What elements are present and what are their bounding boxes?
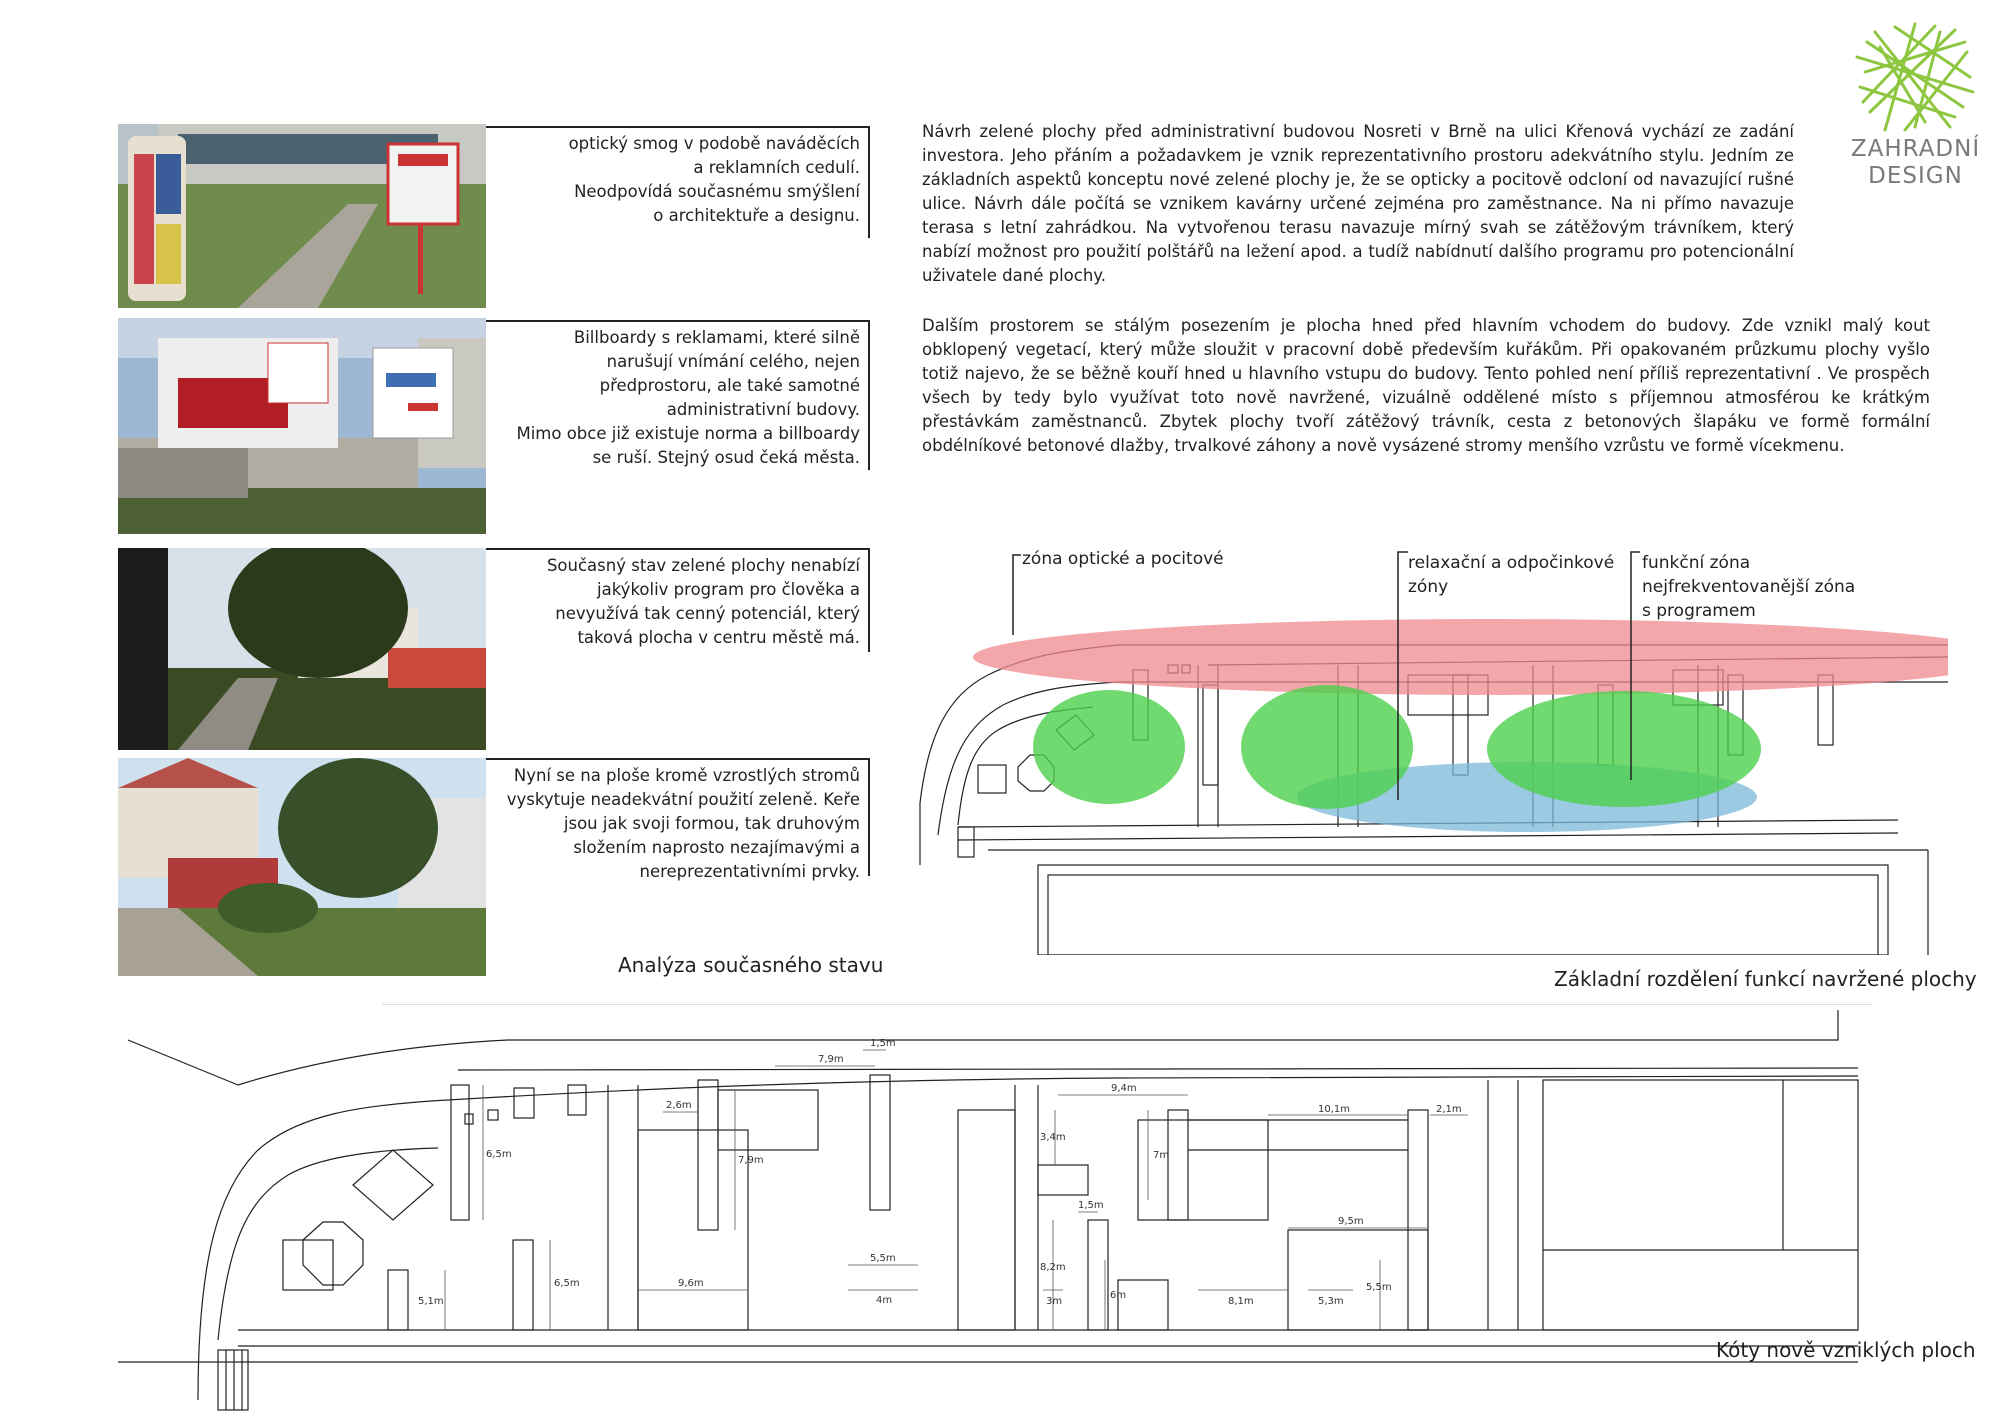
dim-label: 9,5m: [1338, 1216, 1364, 1227]
dim-label: 9,6m: [678, 1278, 704, 1289]
dim-label: 7m: [1153, 1150, 1170, 1161]
dimensions-title: Kóty nově vzniklých ploch: [1716, 1338, 1976, 1362]
caption-visual-smog: [486, 126, 870, 238]
caption-text: Nyní se na ploše kromě vzrostlých stromů vyskytuje neadekvátní použití zeleně. Keře jsou jak svoji formou, tak druhovým složením naprosto nezajímavými a nereprezentativními prvky.: [506, 766, 860, 881]
caption-text: Billboardy s reklamami, které silně narušují vnímání celého, nejen předprostoru, ale také samotné administrativní budovy. Mimo obce již existuje norma a billboardy se ruší. Stejný osud čeká města.: [516, 328, 860, 467]
dim-label: 1,5m: [870, 1038, 896, 1049]
intro-paragraph-2: Dalším prostorem se stálým posezením je plocha hned před hlavním vchodem do budovy. Zde vznikl malý kout obklopený vegetací, který může sloužit v pracovní době především kuřákům. Při opakovaném průzkumu plochy vyšlo totiž najevo, že se běžně kouří hned u hlavního vstupu do budovy. Tento pohled není příliš reprezentativní . Ve prospěch všech by tedy bylo využívat toto nově navržené, vizuálně oddělené místo s příjemnou atmosférou ke krátkým přestávkám zaměstnanců. Zbytek plochy tvoří zátěžový trávník, cesta z betonových šlapáku ve formě formální obdélníkové betonové dlažby, trvalkové záhony a nově vysázené stromy menšího vzrůstu ve formě vícekmenu.: [922, 316, 1930, 455]
analysis-title: Analýza současného stavu: [618, 953, 884, 977]
dim-label: 6m: [1110, 1290, 1127, 1301]
dim-label: 6,5m: [554, 1278, 580, 1289]
zones-title: Základní rozdělení funkcí navržené plochy: [1554, 967, 1977, 991]
zone-relax-ellipse-3: [1487, 691, 1761, 807]
zone-relax-ellipse-2: [1241, 685, 1413, 809]
caption-text: optický smog v podobě naváděcích a reklamních cedulí. Neodpovídá současnému smýšlení o architektuře a designu.: [568, 134, 860, 225]
dim-label: 8,1m: [1228, 1296, 1254, 1307]
plan-outlines: [118, 1010, 1858, 1410]
dimension-plan: [118, 1000, 1958, 1414]
dim-label: 3m: [1046, 1296, 1063, 1307]
brand-name: [1838, 136, 1993, 190]
logo-mark: [1855, 22, 1975, 132]
dim-label: 2,6m: [666, 1100, 692, 1111]
dim-label: 4m: [876, 1295, 893, 1306]
photo-green-area-current: [118, 548, 486, 750]
street-photo-billboards: [118, 318, 486, 534]
zone-ellipses: [973, 619, 1948, 832]
dim-label: 9,4m: [1111, 1083, 1137, 1094]
dim-label: 5,5m: [1366, 1282, 1392, 1293]
street-photo-advertising-column: [118, 124, 486, 308]
intro-paragraph-1: Návrh zelené plochy před administrativní budovou Nosreti v Brně na ulici Křenová vychází ze zadání investora. Jeho přáním a požadavkem je vznik reprezentativního prostoru adekvátního stylu. Jedním ze základních aspektů konceptu nové zelené plochy je, že se opticky a pocitově odcloní od navazující rušné ulice. Návrh dále počítá se vznikem kavárny určené zejména pro zaměstnance. Na ni přímo navazuje terasa s letní zahrádkou. Na vytvořenou terasu navazuje mírný svah se zátěžovým trávníkem, který nabízí možnost pro použití polštářů na ležení apod. a tudíž nabídnutí dalšího programu pro potencionální uživatele dané plochy.: [922, 122, 1794, 285]
dim-label: 6,5m: [486, 1149, 512, 1160]
brand-line-2: DESIGN: [1868, 163, 1963, 189]
dim-label: 8,2m: [1040, 1262, 1066, 1273]
caption-text: Současný stav zelené plochy nenabízí jakýkoliv program pro člověka a nevyužívá tak cenný potenciál, který taková plocha v centru městě má.: [546, 556, 860, 647]
dimension-labels: [418, 1038, 1462, 1307]
brand-line-1: ZAHRADNÍ: [1850, 136, 1981, 162]
dim-label: 5,1m: [418, 1296, 444, 1307]
zone-optical-ellipse: [973, 619, 1948, 695]
dim-label: 3,4m: [1040, 1132, 1066, 1143]
dim-label: 7,9m: [818, 1054, 844, 1065]
caption-inadequate-greenery: [486, 758, 870, 881]
photo-shrubs-and-trees: [118, 758, 486, 976]
label-optical-zone: zóna optické a pocitové: [1022, 549, 1224, 569]
caption-billboards: [486, 320, 870, 470]
dim-label: 1,5m: [1078, 1200, 1104, 1211]
label-functional-zone: funkční zóna nejfrekventovanější zóna s programem: [1642, 553, 1856, 621]
dim-label: 10,1m: [1318, 1104, 1351, 1115]
dim-label: 7,9m: [738, 1155, 764, 1166]
zone-relax-ellipse-1: [1033, 690, 1185, 804]
label-relax-zone: relaxační a odpočinkové zóny: [1408, 553, 1615, 597]
dim-label: 5,3m: [1318, 1296, 1344, 1307]
dim-label: 2,1m: [1436, 1104, 1462, 1115]
dim-label: 5,5m: [870, 1253, 896, 1264]
caption-current-state: [486, 548, 870, 652]
